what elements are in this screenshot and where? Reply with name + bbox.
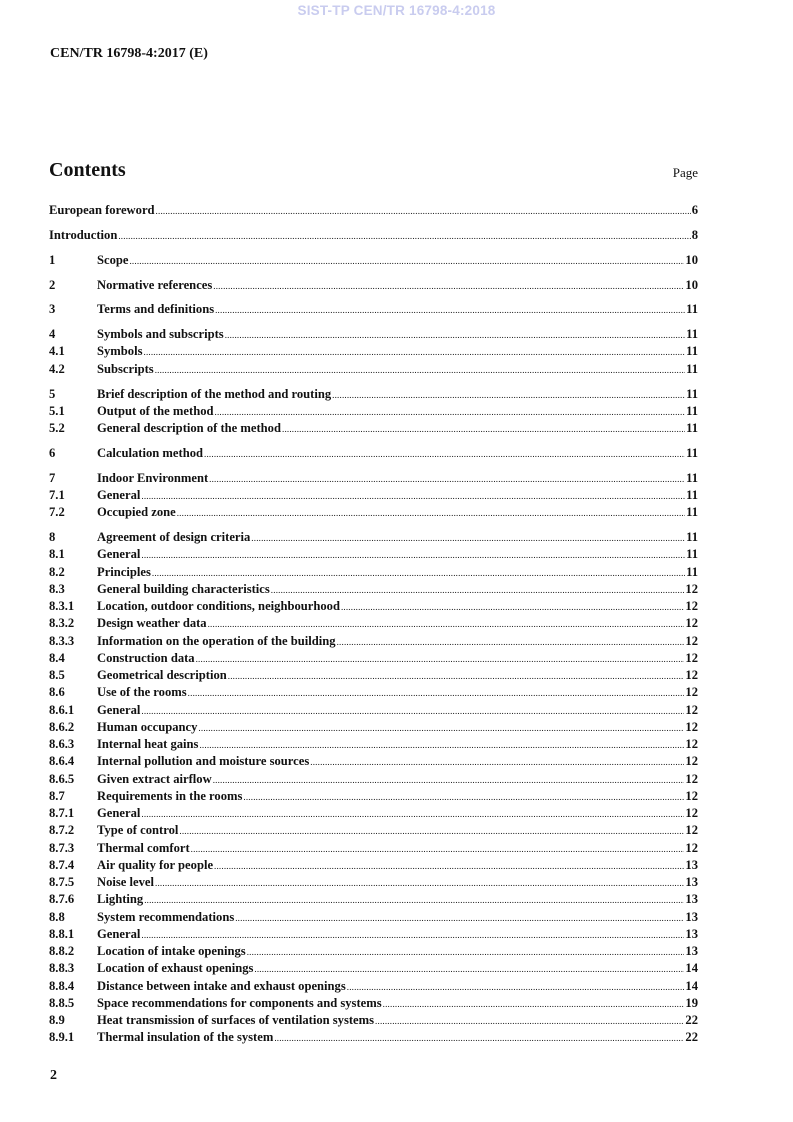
dot-leader bbox=[156, 206, 691, 216]
toc-entry-title: Calculation method bbox=[97, 445, 204, 460]
toc-entry-page: 13 bbox=[685, 892, 698, 907]
toc-entry[interactable] bbox=[49, 634, 698, 651]
toc-entry-number: 8.8.2 bbox=[49, 944, 75, 959]
toc-entry-number: 8.6 bbox=[49, 685, 65, 700]
dot-leader bbox=[177, 508, 685, 518]
toc-entry-number: 8 bbox=[49, 530, 56, 545]
dot-leader bbox=[144, 347, 686, 357]
toc-entry-page: 11 bbox=[686, 344, 698, 359]
toc-entry[interactable] bbox=[49, 858, 698, 875]
toc-entry[interactable] bbox=[49, 754, 698, 771]
dot-leader bbox=[129, 256, 684, 266]
toc-entry[interactable] bbox=[49, 302, 698, 319]
toc-entry-number: 7 bbox=[49, 470, 56, 485]
toc-entry[interactable] bbox=[49, 720, 698, 737]
toc-entry-title: Noise level bbox=[97, 875, 155, 890]
contents-heading: Contents bbox=[49, 159, 126, 181]
dot-leader bbox=[332, 390, 685, 400]
dot-leader bbox=[179, 826, 684, 836]
toc-entry[interactable] bbox=[49, 668, 698, 685]
toc-entry-page: 13 bbox=[685, 944, 698, 959]
toc-entry-title: Air quality for people bbox=[97, 857, 214, 872]
toc-entry-number: 8.3 bbox=[49, 581, 65, 596]
toc-entry-page: 12 bbox=[685, 788, 698, 803]
dot-leader bbox=[251, 533, 685, 543]
dot-leader bbox=[213, 775, 685, 785]
toc-entry-page: 12 bbox=[685, 806, 698, 821]
toc-entry-number: 2 bbox=[49, 277, 56, 292]
toc-entry[interactable] bbox=[49, 421, 698, 438]
toc-entry-number: 8.3.2 bbox=[49, 616, 75, 631]
toc-entry-page: 14 bbox=[685, 961, 698, 976]
toc-entry-page: 13 bbox=[685, 857, 698, 872]
toc-entry[interactable] bbox=[49, 651, 698, 668]
toc-entry[interactable] bbox=[49, 927, 698, 944]
toc-entry-number: 8.4 bbox=[49, 650, 65, 665]
dot-leader bbox=[144, 895, 684, 905]
toc-entry[interactable] bbox=[49, 404, 698, 421]
toc-entry-title: General bbox=[97, 488, 141, 502]
toc-entry[interactable] bbox=[49, 996, 698, 1013]
toc-entry-page: 19 bbox=[685, 995, 698, 1010]
toc-entry-title: Given extract airflow bbox=[97, 771, 212, 786]
dot-leader bbox=[337, 637, 685, 647]
dot-leader bbox=[383, 999, 685, 1009]
toc-entry-number: 1 bbox=[49, 252, 56, 267]
toc-entry[interactable] bbox=[49, 505, 698, 522]
toc-entry[interactable] bbox=[49, 737, 698, 754]
toc-entry-page: 12 bbox=[685, 702, 698, 717]
toc-entry[interactable] bbox=[49, 362, 698, 379]
toc-entry[interactable] bbox=[49, 327, 698, 344]
toc-entry-page: 12 bbox=[685, 685, 698, 700]
toc-entry-title: Space recommendations for components and systems bbox=[97, 995, 382, 1010]
dot-leader bbox=[155, 365, 685, 375]
toc-entry-number: 4 bbox=[49, 327, 56, 342]
toc-entry-title: Lighting bbox=[97, 892, 144, 907]
toc-entry-number: 8.7.6 bbox=[49, 892, 75, 907]
toc-entry-page: 11 bbox=[686, 488, 698, 502]
toc-entry-number: 4.1 bbox=[49, 344, 65, 359]
table-of-contents bbox=[49, 203, 698, 1048]
toc-entry-number: 8.7.2 bbox=[49, 823, 75, 838]
dot-leader bbox=[188, 688, 685, 698]
toc-entry[interactable] bbox=[49, 944, 698, 961]
toc-entry-page: 11 bbox=[686, 386, 698, 401]
toc-entry-page: 12 bbox=[685, 737, 698, 752]
toc-entry[interactable] bbox=[49, 488, 698, 505]
toc-entry-page: 12 bbox=[685, 754, 698, 769]
toc-entry[interactable] bbox=[49, 203, 698, 220]
toc-entry-page: 11 bbox=[686, 505, 698, 520]
toc-entry-page: 12 bbox=[685, 633, 698, 648]
toc-entry-title: Distance between intake and exhaust openings bbox=[97, 978, 346, 993]
toc-entry-page: 13 bbox=[685, 875, 698, 890]
toc-entry-number: 8.8.1 bbox=[49, 926, 75, 941]
dot-leader bbox=[141, 809, 684, 819]
toc-entry-title: General description of the method bbox=[97, 421, 281, 436]
toc-entry-number: 8.6.2 bbox=[49, 719, 75, 734]
toc-entry-title: Terms and definitions bbox=[97, 302, 215, 317]
toc-entry-page: 10 bbox=[685, 277, 698, 292]
dot-leader bbox=[199, 740, 684, 750]
toc-entry-page: 22 bbox=[685, 1013, 698, 1028]
toc-entry-title: General bbox=[97, 806, 141, 821]
toc-entry-page: 11 bbox=[686, 327, 698, 342]
toc-entry[interactable] bbox=[49, 875, 698, 892]
toc-entry-title: European foreword bbox=[49, 203, 155, 217]
toc-entry-number: 5.1 bbox=[49, 403, 65, 418]
toc-entry-number: 8.6.5 bbox=[49, 771, 75, 786]
toc-entry[interactable] bbox=[49, 841, 698, 858]
toc-entry-number: 8.9 bbox=[49, 1013, 65, 1028]
dot-leader bbox=[141, 706, 684, 716]
toc-entry[interactable] bbox=[49, 582, 698, 599]
toc-entry-number: 8.6.3 bbox=[49, 737, 75, 752]
toc-entry-title: Design weather data bbox=[97, 616, 207, 631]
toc-entry[interactable] bbox=[49, 703, 698, 720]
toc-entry-title: Principles bbox=[97, 564, 151, 579]
dot-leader bbox=[274, 1033, 684, 1043]
toc-entry-title: Location of exhaust openings bbox=[97, 961, 254, 976]
toc-entry-title: Occupied zone bbox=[97, 505, 176, 520]
dot-leader bbox=[271, 585, 685, 595]
toc-entry-page: 12 bbox=[685, 599, 698, 614]
dot-leader bbox=[282, 424, 685, 434]
toc-entry-title: Construction data bbox=[97, 650, 195, 665]
toc-entry-page: 11 bbox=[686, 361, 698, 376]
toc-entry[interactable] bbox=[49, 387, 698, 404]
toc-entry-title: General building characteristics bbox=[97, 581, 270, 596]
dot-leader bbox=[347, 982, 685, 992]
toc-entry[interactable] bbox=[49, 823, 698, 840]
toc-entry-number: 7.2 bbox=[49, 505, 65, 520]
toc-entry-number: 8.1 bbox=[49, 547, 65, 562]
toc-entry-page: 13 bbox=[685, 926, 698, 941]
toc-entry-page: 11 bbox=[686, 421, 698, 436]
toc-entry-title: Location of intake openings bbox=[97, 944, 246, 959]
toc-entry[interactable] bbox=[49, 616, 698, 633]
toc-entry-number: 8.9.1 bbox=[49, 1030, 75, 1045]
toc-entry[interactable] bbox=[49, 278, 698, 295]
toc-entry-page: 11 bbox=[686, 403, 698, 418]
document-id: CEN/TR 16798-4:2017 (E) bbox=[50, 46, 208, 61]
toc-entry-title: Type of control bbox=[97, 823, 179, 838]
dot-leader bbox=[214, 861, 684, 871]
toc-entry-number: 8.8.3 bbox=[49, 961, 75, 976]
dot-leader bbox=[243, 792, 684, 802]
toc-entry[interactable] bbox=[49, 565, 698, 582]
toc-entry-page: 6 bbox=[691, 203, 698, 217]
toc-entry-number: 8.6.1 bbox=[49, 702, 75, 717]
dot-leader bbox=[247, 947, 685, 957]
toc-entry-title: Introduction bbox=[49, 227, 118, 242]
toc-entry-number: 4.2 bbox=[49, 361, 65, 376]
toc-entry[interactable] bbox=[49, 599, 698, 616]
toc-entry-title: General bbox=[97, 926, 141, 941]
toc-entry-page: 11 bbox=[686, 470, 698, 485]
toc-entry[interactable] bbox=[49, 1013, 698, 1030]
toc-entry-number: 8.3.1 bbox=[49, 599, 75, 614]
toc-entry-title: Internal heat gains bbox=[97, 737, 199, 752]
toc-entry[interactable] bbox=[49, 789, 698, 806]
toc-entry-page: 12 bbox=[685, 650, 698, 665]
toc-entry[interactable] bbox=[49, 892, 698, 909]
toc-entry[interactable] bbox=[49, 910, 698, 927]
toc-entry[interactable] bbox=[49, 344, 698, 361]
dot-leader bbox=[196, 654, 685, 664]
toc-entry-title: Indoor Environment bbox=[97, 470, 209, 485]
toc-entry-number: 8.7.4 bbox=[49, 857, 75, 872]
dot-leader bbox=[191, 844, 685, 854]
toc-entry-number: 5 bbox=[49, 386, 56, 401]
dot-leader bbox=[152, 568, 685, 578]
toc-entry-title: Output of the method bbox=[97, 403, 214, 418]
toc-entry-title: General bbox=[97, 547, 141, 562]
dot-leader bbox=[208, 619, 685, 629]
toc-entry-title: Symbols bbox=[97, 344, 143, 359]
toc-entry-number: 8.3.3 bbox=[49, 633, 75, 648]
toc-entry-title: Agreement of design criteria bbox=[97, 530, 251, 545]
toc-entry-page: 12 bbox=[685, 771, 698, 786]
dot-leader bbox=[228, 671, 685, 681]
toc-entry-page: 22 bbox=[685, 1030, 698, 1045]
dot-leader bbox=[198, 723, 684, 733]
toc-entry-number: 8.6.4 bbox=[49, 754, 75, 769]
toc-entry-page: 8 bbox=[691, 227, 698, 242]
toc-entry-title: Use of the rooms bbox=[97, 685, 187, 700]
dot-leader bbox=[118, 231, 690, 241]
toc-entry-title: General bbox=[97, 702, 141, 717]
toc-entry[interactable] bbox=[49, 1030, 698, 1047]
toc-entry-title: Requirements in the rooms bbox=[97, 788, 243, 803]
toc-entry-page: 11 bbox=[686, 547, 698, 562]
page-column-label: Page bbox=[672, 165, 698, 180]
toc-entry-page: 10 bbox=[685, 252, 698, 267]
toc-entry-number: 8.7.5 bbox=[49, 875, 75, 890]
dot-leader bbox=[209, 474, 685, 484]
toc-entry-number: 5.2 bbox=[49, 421, 65, 436]
toc-entry-number: 8.7 bbox=[49, 788, 65, 803]
dot-leader bbox=[215, 305, 685, 315]
toc-entry-title: Scope bbox=[97, 252, 129, 267]
toc-entry-title: Thermal insulation of the system bbox=[97, 1030, 274, 1045]
toc-entry-title: Information on the operation of the building bbox=[97, 633, 336, 648]
dot-leader bbox=[254, 964, 684, 974]
toc-entry-title: Heat transmission of surfaces of ventilation systems bbox=[97, 1013, 375, 1028]
toc-entry-number: 3 bbox=[49, 302, 56, 317]
toc-entry-page: 14 bbox=[685, 978, 698, 993]
toc-entry-number: 8.8.5 bbox=[49, 995, 75, 1010]
toc-entry-page: 11 bbox=[686, 445, 698, 460]
toc-entry-title: Internal pollution and moisture sources bbox=[97, 754, 310, 769]
toc-entry-title: Geometrical description bbox=[97, 668, 227, 683]
toc-entry[interactable] bbox=[49, 446, 698, 463]
dot-leader bbox=[213, 281, 684, 291]
toc-entry[interactable] bbox=[49, 471, 698, 488]
dot-leader bbox=[375, 1016, 684, 1026]
toc-entry[interactable] bbox=[49, 979, 698, 996]
toc-entry-title: Symbols and subscripts bbox=[97, 327, 224, 342]
watermark: SIST-TP CEN/TR 16798-4:2018 bbox=[297, 3, 496, 18]
dot-leader bbox=[341, 602, 684, 612]
dot-leader bbox=[235, 913, 684, 923]
toc-entry-page: 11 bbox=[686, 530, 698, 545]
dot-leader bbox=[204, 449, 685, 459]
toc-entry-page: 12 bbox=[685, 668, 698, 683]
toc-entry[interactable] bbox=[49, 772, 698, 789]
toc-entry[interactable] bbox=[49, 228, 698, 245]
dot-leader bbox=[215, 407, 686, 417]
toc-entry-title: System recommendations bbox=[97, 909, 235, 924]
toc-entry-page: 12 bbox=[685, 840, 698, 855]
toc-entry[interactable] bbox=[49, 547, 698, 564]
toc-entry-title: Normative references bbox=[97, 277, 213, 292]
dot-leader bbox=[141, 491, 685, 501]
toc-entry-number: 8.7.3 bbox=[49, 840, 75, 855]
dot-leader bbox=[141, 550, 685, 560]
toc-entry[interactable] bbox=[49, 253, 698, 270]
dot-leader bbox=[141, 930, 684, 940]
toc-entry-title: Location, outdoor conditions, neighbourhood bbox=[97, 599, 340, 614]
toc-entry-page: 11 bbox=[686, 564, 698, 579]
toc-entry-title: Subscripts bbox=[97, 361, 154, 376]
toc-entry-number: 8.2 bbox=[49, 564, 65, 579]
toc-entry-number: 8.7.1 bbox=[49, 806, 75, 821]
dot-leader bbox=[310, 757, 684, 767]
toc-entry-page: 12 bbox=[685, 823, 698, 838]
toc-entry-number: 8.8 bbox=[49, 909, 65, 924]
dot-leader bbox=[155, 878, 684, 888]
toc-entry-title: Thermal comfort bbox=[97, 840, 190, 855]
toc-entry-title: Human occupancy bbox=[97, 719, 198, 734]
page-number: 2 bbox=[50, 1068, 57, 1083]
toc-entry-page: 12 bbox=[685, 719, 698, 734]
toc-entry[interactable] bbox=[49, 685, 698, 702]
toc-entry[interactable] bbox=[49, 806, 698, 823]
toc-entry-number: 6 bbox=[49, 445, 56, 460]
toc-entry-page: 12 bbox=[685, 581, 698, 596]
toc-entry-number: 8.8.4 bbox=[49, 978, 75, 993]
toc-entry[interactable] bbox=[49, 961, 698, 978]
dot-leader bbox=[225, 330, 685, 340]
toc-entry-title: Brief description of the method and routing bbox=[97, 386, 332, 401]
toc-entry-page: 13 bbox=[685, 909, 698, 924]
toc-entry-number: 7.1 bbox=[49, 488, 65, 502]
toc-entry-page: 11 bbox=[686, 302, 698, 317]
toc-entry[interactable] bbox=[49, 530, 698, 547]
toc-entry-number: 8.5 bbox=[49, 668, 65, 683]
toc-entry-page: 12 bbox=[685, 616, 698, 631]
